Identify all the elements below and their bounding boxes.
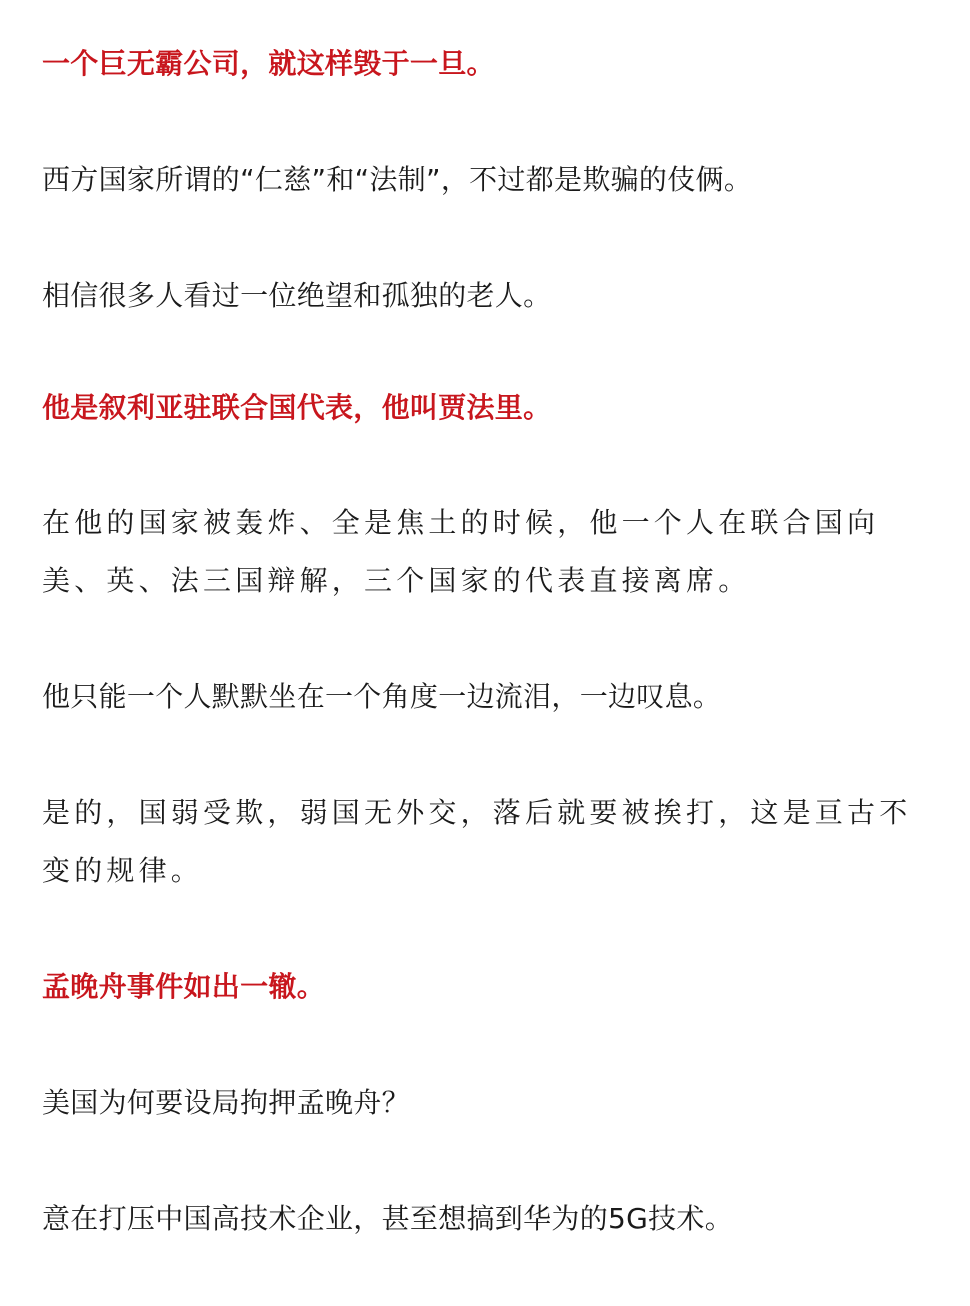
paragraph-3: 相信很多人看过一位绝望和孤独的老人。 bbox=[42, 279, 552, 312]
paragraph-7: 是的，国弱受欺，弱国无外交，落后就要被挨打，这是亘古不变的规律。 bbox=[42, 796, 912, 887]
paragraph-5: 在他的国家被轰炸、全是焦土的时候，他一个人在联合国向美、英、法三国辩解，三个国家的代表直接离席。 bbox=[42, 506, 880, 597]
paragraph-9: 美国为何要设局拘押孟晚舟？ bbox=[42, 1086, 410, 1119]
paragraph-6: 他只能一个人默默坐在一个角度一边流泪，一边叹息。 bbox=[42, 680, 722, 713]
paragraph-headline-3: 孟晚舟事件如出一辙。 bbox=[42, 970, 326, 1003]
paragraph-headline-2: 他是叙利亚驻联合国代表，他叫贾法里。 bbox=[42, 391, 552, 424]
paragraph-10: 意在打压中国高技术企业，甚至想搞到华为的5G技术。 bbox=[42, 1202, 734, 1235]
paragraph-2: 西方国家所谓的“仁慈”和“法制”，不过都是欺骗的伎俩。 bbox=[42, 163, 753, 196]
paragraph-headline-1: 一个巨无霸公司，就这样毁于一旦。 bbox=[42, 47, 495, 80]
